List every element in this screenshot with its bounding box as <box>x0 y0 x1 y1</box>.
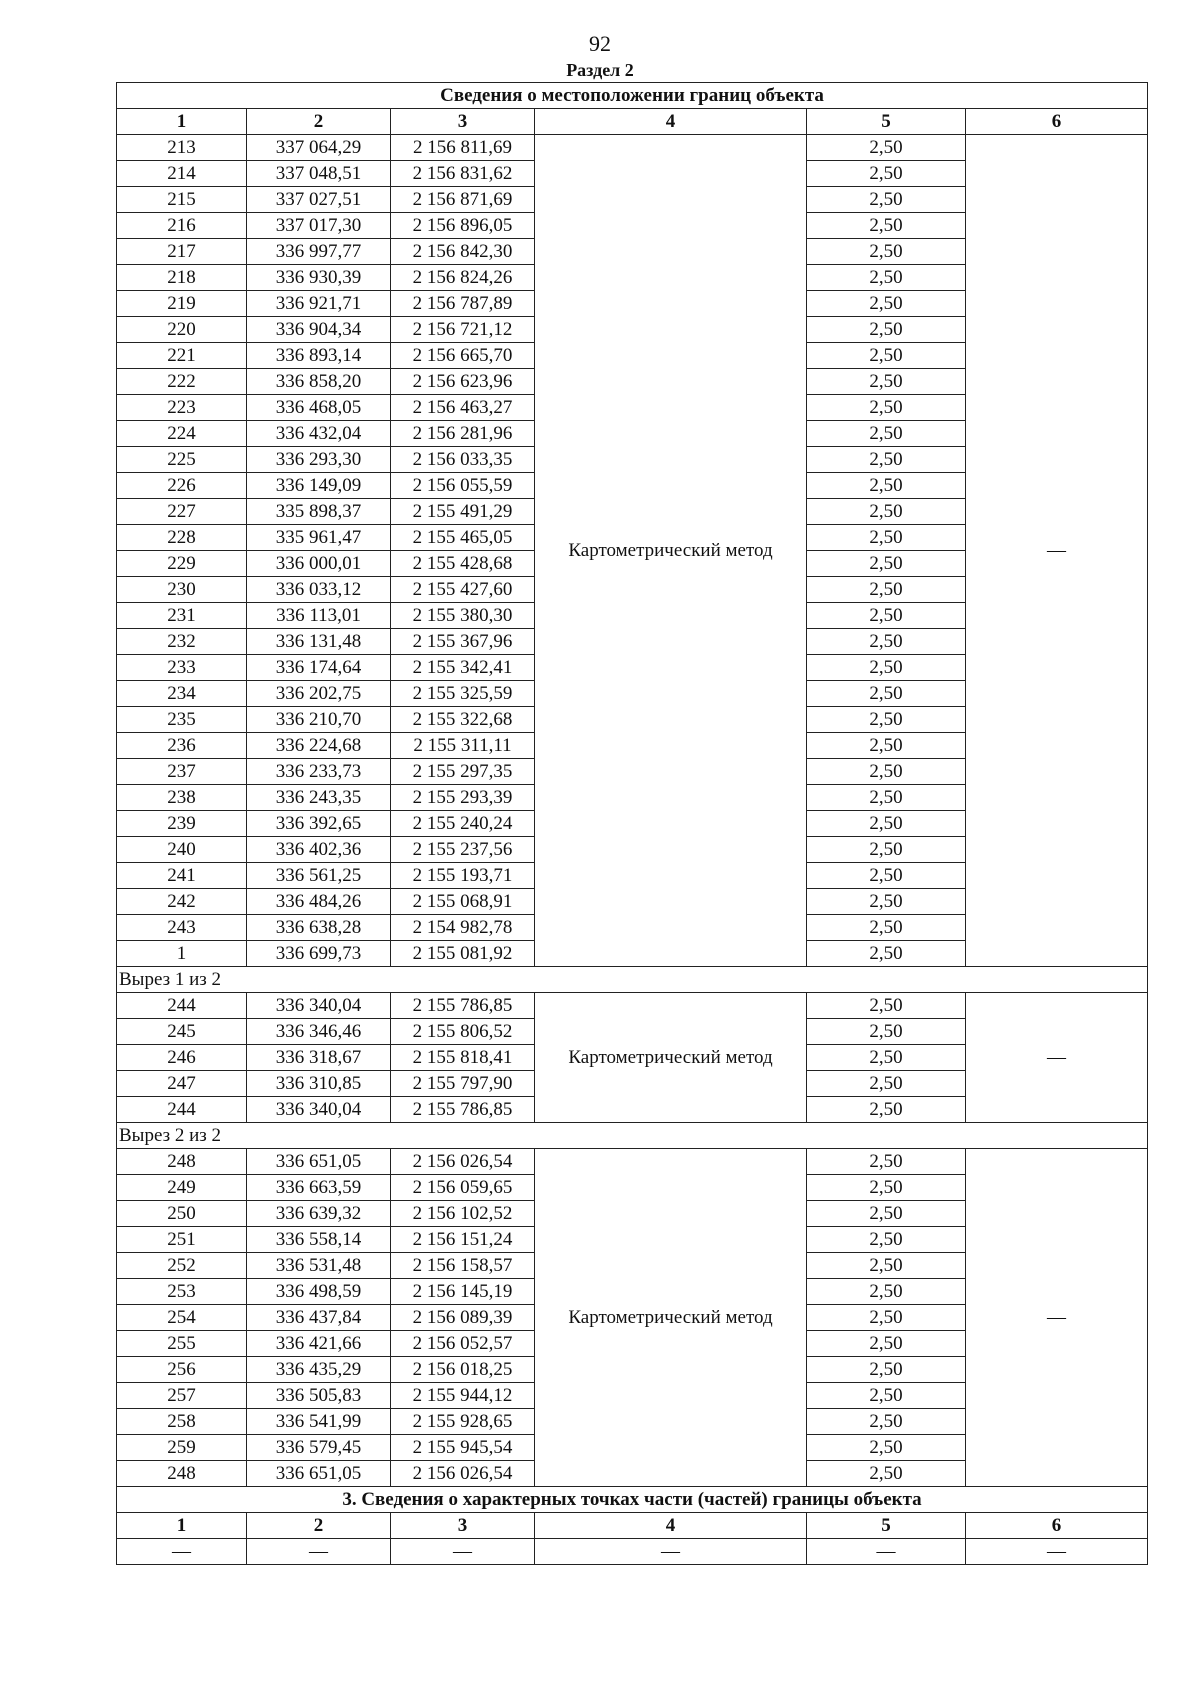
y-coordinate: 2 155 380,30 <box>391 603 535 629</box>
y-coordinate: 2 155 818,41 <box>391 1045 535 1071</box>
x-coordinate: 335 898,37 <box>247 499 391 525</box>
point-number: 257 <box>117 1383 247 1409</box>
accuracy-value: 2,50 <box>807 811 966 837</box>
point-number: 254 <box>117 1305 247 1331</box>
x-coordinate: 336 202,75 <box>247 681 391 707</box>
y-coordinate: 2 156 158,57 <box>391 1253 535 1279</box>
point-number: 226 <box>117 473 247 499</box>
x-coordinate: 336 893,14 <box>247 343 391 369</box>
x-coordinate: 336 210,70 <box>247 707 391 733</box>
point-number: 250 <box>117 1201 247 1227</box>
y-coordinate: 2 156 665,70 <box>391 343 535 369</box>
point-number: 239 <box>117 811 247 837</box>
y-coordinate: 2 155 786,85 <box>391 993 535 1019</box>
point-number: 213 <box>117 135 247 161</box>
column-header: 1 <box>117 109 247 135</box>
y-coordinate: 2 156 055,59 <box>391 473 535 499</box>
y-coordinate: 2 155 237,56 <box>391 837 535 863</box>
x-coordinate: 336 340,04 <box>247 993 391 1019</box>
y-coordinate: 2 156 824,26 <box>391 265 535 291</box>
accuracy-value: 2,50 <box>807 785 966 811</box>
point-number: 240 <box>117 837 247 863</box>
part3-cell: — <box>391 1539 535 1565</box>
y-coordinate: 2 155 193,71 <box>391 863 535 889</box>
accuracy-value: 2,50 <box>807 1149 966 1175</box>
y-coordinate: 2 155 786,85 <box>391 1097 535 1123</box>
table-row <box>117 993 1148 1019</box>
accuracy-value: 2,50 <box>807 135 966 161</box>
table-title: Сведения о местоположении границ объекта <box>117 83 1148 109</box>
y-coordinate: 2 156 145,19 <box>391 1279 535 1305</box>
y-coordinate: 2 155 068,91 <box>391 889 535 915</box>
part3-cell: — <box>535 1539 807 1565</box>
point-number: 220 <box>117 317 247 343</box>
table-row <box>117 135 1148 161</box>
part3-column-header: 4 <box>535 1513 807 1539</box>
x-coordinate: 336 293,30 <box>247 447 391 473</box>
point-number: 237 <box>117 759 247 785</box>
y-coordinate: 2 155 325,59 <box>391 681 535 707</box>
method-cell: Картометрический метод <box>535 1149 807 1487</box>
point-number: 244 <box>117 993 247 1019</box>
y-coordinate: 2 155 081,92 <box>391 941 535 967</box>
accuracy-value: 2,50 <box>807 1331 966 1357</box>
point-number: 236 <box>117 733 247 759</box>
x-coordinate: 335 961,47 <box>247 525 391 551</box>
point-number: 251 <box>117 1227 247 1253</box>
y-coordinate: 2 156 787,89 <box>391 291 535 317</box>
x-coordinate: 336 930,39 <box>247 265 391 291</box>
col6-cell: — <box>966 993 1148 1123</box>
point-number: 241 <box>117 863 247 889</box>
x-coordinate: 336 663,59 <box>247 1175 391 1201</box>
accuracy-value: 2,50 <box>807 577 966 603</box>
x-coordinate: 336 233,73 <box>247 759 391 785</box>
y-coordinate: 2 156 018,25 <box>391 1357 535 1383</box>
point-number: 223 <box>117 395 247 421</box>
accuracy-value: 2,50 <box>807 213 966 239</box>
y-coordinate: 2 155 427,60 <box>391 577 535 603</box>
accuracy-value: 2,50 <box>807 707 966 733</box>
column-header: 4 <box>535 109 807 135</box>
page-number: 92 <box>589 31 611 56</box>
accuracy-value: 2,50 <box>807 1409 966 1435</box>
y-coordinate: 2 154 982,78 <box>391 915 535 941</box>
accuracy-value: 2,50 <box>807 915 966 941</box>
point-number: 229 <box>117 551 247 577</box>
accuracy-value: 2,50 <box>807 291 966 317</box>
accuracy-value: 2,50 <box>807 1201 966 1227</box>
y-coordinate: 2 155 293,39 <box>391 785 535 811</box>
x-coordinate: 336 113,01 <box>247 603 391 629</box>
y-coordinate: 2 156 831,62 <box>391 161 535 187</box>
point-number: 243 <box>117 915 247 941</box>
point-number: 217 <box>117 239 247 265</box>
x-coordinate: 336 468,05 <box>247 395 391 421</box>
point-number: 234 <box>117 681 247 707</box>
x-coordinate: 337 017,30 <box>247 213 391 239</box>
accuracy-value: 2,50 <box>807 837 966 863</box>
y-coordinate: 2 155 928,65 <box>391 1409 535 1435</box>
x-coordinate: 336 421,66 <box>247 1331 391 1357</box>
y-coordinate: 2 156 052,57 <box>391 1331 535 1357</box>
y-coordinate: 2 156 623,96 <box>391 369 535 395</box>
accuracy-value: 2,50 <box>807 863 966 889</box>
accuracy-value: 2,50 <box>807 629 966 655</box>
x-coordinate: 336 498,59 <box>247 1279 391 1305</box>
x-coordinate: 336 435,29 <box>247 1357 391 1383</box>
accuracy-value: 2,50 <box>807 1071 966 1097</box>
x-coordinate: 336 699,73 <box>247 941 391 967</box>
point-number: 253 <box>117 1279 247 1305</box>
group-label: Вырез 2 из 2 <box>117 1123 1148 1149</box>
y-coordinate: 2 155 491,29 <box>391 499 535 525</box>
point-number: 228 <box>117 525 247 551</box>
accuracy-value: 2,50 <box>807 499 966 525</box>
table-body <box>117 135 1148 1487</box>
x-coordinate: 336 437,84 <box>247 1305 391 1331</box>
y-coordinate: 2 156 811,69 <box>391 135 535 161</box>
accuracy-value: 2,50 <box>807 317 966 343</box>
y-coordinate: 2 156 026,54 <box>391 1149 535 1175</box>
y-coordinate: 2 155 311,11 <box>391 733 535 759</box>
x-coordinate: 336 579,45 <box>247 1435 391 1461</box>
group-label-row <box>117 967 1148 993</box>
point-number: 248 <box>117 1461 247 1487</box>
point-number: 230 <box>117 577 247 603</box>
y-coordinate: 2 156 026,54 <box>391 1461 535 1487</box>
x-coordinate: 336 638,28 <box>247 915 391 941</box>
point-number: 218 <box>117 265 247 291</box>
part3-column-header: 6 <box>966 1513 1148 1539</box>
accuracy-value: 2,50 <box>807 1045 966 1071</box>
accuracy-value: 2,50 <box>807 187 966 213</box>
y-coordinate: 2 156 102,52 <box>391 1201 535 1227</box>
x-coordinate: 336 243,35 <box>247 785 391 811</box>
accuracy-value: 2,50 <box>807 343 966 369</box>
accuracy-value: 2,50 <box>807 1435 966 1461</box>
y-coordinate: 2 156 871,69 <box>391 187 535 213</box>
point-number: 242 <box>117 889 247 915</box>
x-coordinate: 336 340,04 <box>247 1097 391 1123</box>
x-coordinate: 336 174,64 <box>247 655 391 681</box>
accuracy-value: 2,50 <box>807 655 966 681</box>
accuracy-value: 2,50 <box>807 473 966 499</box>
point-number: 1 <box>117 941 247 967</box>
table-head <box>117 83 1148 135</box>
x-coordinate: 336 541,99 <box>247 1409 391 1435</box>
accuracy-value: 2,50 <box>807 265 966 291</box>
x-coordinate: 336 432,04 <box>247 421 391 447</box>
part3-cell: — <box>966 1539 1148 1565</box>
accuracy-value: 2,50 <box>807 889 966 915</box>
accuracy-value: 2,50 <box>807 1305 966 1331</box>
x-coordinate: 336 904,34 <box>247 317 391 343</box>
accuracy-value: 2,50 <box>807 239 966 265</box>
point-number: 248 <box>117 1149 247 1175</box>
y-coordinate: 2 155 367,96 <box>391 629 535 655</box>
point-number: 235 <box>117 707 247 733</box>
y-coordinate: 2 156 896,05 <box>391 213 535 239</box>
accuracy-value: 2,50 <box>807 759 966 785</box>
point-number: 258 <box>117 1409 247 1435</box>
x-coordinate: 337 048,51 <box>247 161 391 187</box>
x-coordinate: 336 346,46 <box>247 1019 391 1045</box>
x-coordinate: 336 033,12 <box>247 577 391 603</box>
point-number: 221 <box>117 343 247 369</box>
part3-section <box>117 1487 1148 1565</box>
point-number: 238 <box>117 785 247 811</box>
x-coordinate: 336 149,09 <box>247 473 391 499</box>
column-header: 5 <box>807 109 966 135</box>
point-number: 225 <box>117 447 247 473</box>
y-coordinate: 2 155 322,68 <box>391 707 535 733</box>
point-number: 249 <box>117 1175 247 1201</box>
part3-cell: — <box>247 1539 391 1565</box>
point-number: 222 <box>117 369 247 395</box>
part3-cell: — <box>807 1539 966 1565</box>
part3-column-header: 3 <box>391 1513 535 1539</box>
accuracy-value: 2,50 <box>807 1019 966 1045</box>
x-coordinate: 336 561,25 <box>247 863 391 889</box>
x-coordinate: 336 558,14 <box>247 1227 391 1253</box>
y-coordinate: 2 156 033,35 <box>391 447 535 473</box>
accuracy-value: 2,50 <box>807 1175 966 1201</box>
y-coordinate: 2 156 151,24 <box>391 1227 535 1253</box>
y-coordinate: 2 155 465,05 <box>391 525 535 551</box>
point-number: 252 <box>117 1253 247 1279</box>
y-coordinate: 2 155 944,12 <box>391 1383 535 1409</box>
point-number: 233 <box>117 655 247 681</box>
x-coordinate: 336 505,83 <box>247 1383 391 1409</box>
y-coordinate: 2 155 342,41 <box>391 655 535 681</box>
point-number: 244 <box>117 1097 247 1123</box>
x-coordinate: 336 131,48 <box>247 629 391 655</box>
x-coordinate: 336 651,05 <box>247 1461 391 1487</box>
accuracy-value: 2,50 <box>807 1097 966 1123</box>
point-number: 255 <box>117 1331 247 1357</box>
accuracy-value: 2,50 <box>807 421 966 447</box>
accuracy-value: 2,50 <box>807 1461 966 1487</box>
x-coordinate: 336 921,71 <box>247 291 391 317</box>
point-number: 232 <box>117 629 247 655</box>
accuracy-value: 2,50 <box>807 1357 966 1383</box>
x-coordinate: 337 027,51 <box>247 187 391 213</box>
point-number: 245 <box>117 1019 247 1045</box>
y-coordinate: 2 156 721,12 <box>391 317 535 343</box>
x-coordinate: 336 392,65 <box>247 811 391 837</box>
point-number: 247 <box>117 1071 247 1097</box>
accuracy-value: 2,50 <box>807 733 966 759</box>
table-row <box>117 1149 1148 1175</box>
y-coordinate: 2 155 297,35 <box>391 759 535 785</box>
column-header: 6 <box>966 109 1148 135</box>
point-number: 256 <box>117 1357 247 1383</box>
accuracy-value: 2,50 <box>807 1279 966 1305</box>
part3-cell: — <box>117 1539 247 1565</box>
y-coordinate: 2 156 059,65 <box>391 1175 535 1201</box>
y-coordinate: 2 155 428,68 <box>391 551 535 577</box>
x-coordinate: 336 224,68 <box>247 733 391 759</box>
accuracy-value: 2,50 <box>807 447 966 473</box>
y-coordinate: 2 156 089,39 <box>391 1305 535 1331</box>
y-coordinate: 2 156 463,27 <box>391 395 535 421</box>
part3-column-header: 5 <box>807 1513 966 1539</box>
x-coordinate: 336 858,20 <box>247 369 391 395</box>
x-coordinate: 336 531,48 <box>247 1253 391 1279</box>
x-coordinate: 336 997,77 <box>247 239 391 265</box>
col6-cell: — <box>966 1149 1148 1487</box>
part3-title: 3. Сведения о характерных точках части (частей) границы объекта <box>117 1487 1148 1513</box>
x-coordinate: 336 484,26 <box>247 889 391 915</box>
method-cell: Картометрический метод <box>535 993 807 1123</box>
x-coordinate: 336 651,05 <box>247 1149 391 1175</box>
point-number: 219 <box>117 291 247 317</box>
x-coordinate: 337 064,29 <box>247 135 391 161</box>
x-coordinate: 336 402,36 <box>247 837 391 863</box>
x-coordinate: 336 318,67 <box>247 1045 391 1071</box>
point-number: 246 <box>117 1045 247 1071</box>
point-number: 227 <box>117 499 247 525</box>
accuracy-value: 2,50 <box>807 1253 966 1279</box>
method-cell: Картометрический метод <box>535 135 807 967</box>
accuracy-value: 2,50 <box>807 525 966 551</box>
y-coordinate: 2 156 281,96 <box>391 421 535 447</box>
x-coordinate: 336 639,32 <box>247 1201 391 1227</box>
x-coordinate: 336 000,01 <box>247 551 391 577</box>
accuracy-value: 2,50 <box>807 551 966 577</box>
accuracy-value: 2,50 <box>807 1383 966 1409</box>
accuracy-value: 2,50 <box>807 1227 966 1253</box>
accuracy-value: 2,50 <box>807 941 966 967</box>
point-number: 216 <box>117 213 247 239</box>
column-header: 3 <box>391 109 535 135</box>
accuracy-value: 2,50 <box>807 161 966 187</box>
part3-column-header: 2 <box>247 1513 391 1539</box>
accuracy-value: 2,50 <box>807 993 966 1019</box>
y-coordinate: 2 155 806,52 <box>391 1019 535 1045</box>
group-label-row <box>117 1123 1148 1149</box>
accuracy-value: 2,50 <box>807 681 966 707</box>
section-title: Раздел 2 <box>566 60 634 80</box>
x-coordinate: 336 310,85 <box>247 1071 391 1097</box>
y-coordinate: 2 155 797,90 <box>391 1071 535 1097</box>
point-number: 259 <box>117 1435 247 1461</box>
group-label: Вырез 1 из 2 <box>117 967 1148 993</box>
point-number: 215 <box>117 187 247 213</box>
boundary-table <box>116 82 1148 1565</box>
y-coordinate: 2 155 945,54 <box>391 1435 535 1461</box>
point-number: 224 <box>117 421 247 447</box>
y-coordinate: 2 156 842,30 <box>391 239 535 265</box>
point-number: 214 <box>117 161 247 187</box>
y-coordinate: 2 155 240,24 <box>391 811 535 837</box>
accuracy-value: 2,50 <box>807 603 966 629</box>
part3-column-header: 1 <box>117 1513 247 1539</box>
column-header: 2 <box>247 109 391 135</box>
accuracy-value: 2,50 <box>807 395 966 421</box>
accuracy-value: 2,50 <box>807 369 966 395</box>
point-number: 231 <box>117 603 247 629</box>
col6-cell: — <box>966 135 1148 967</box>
